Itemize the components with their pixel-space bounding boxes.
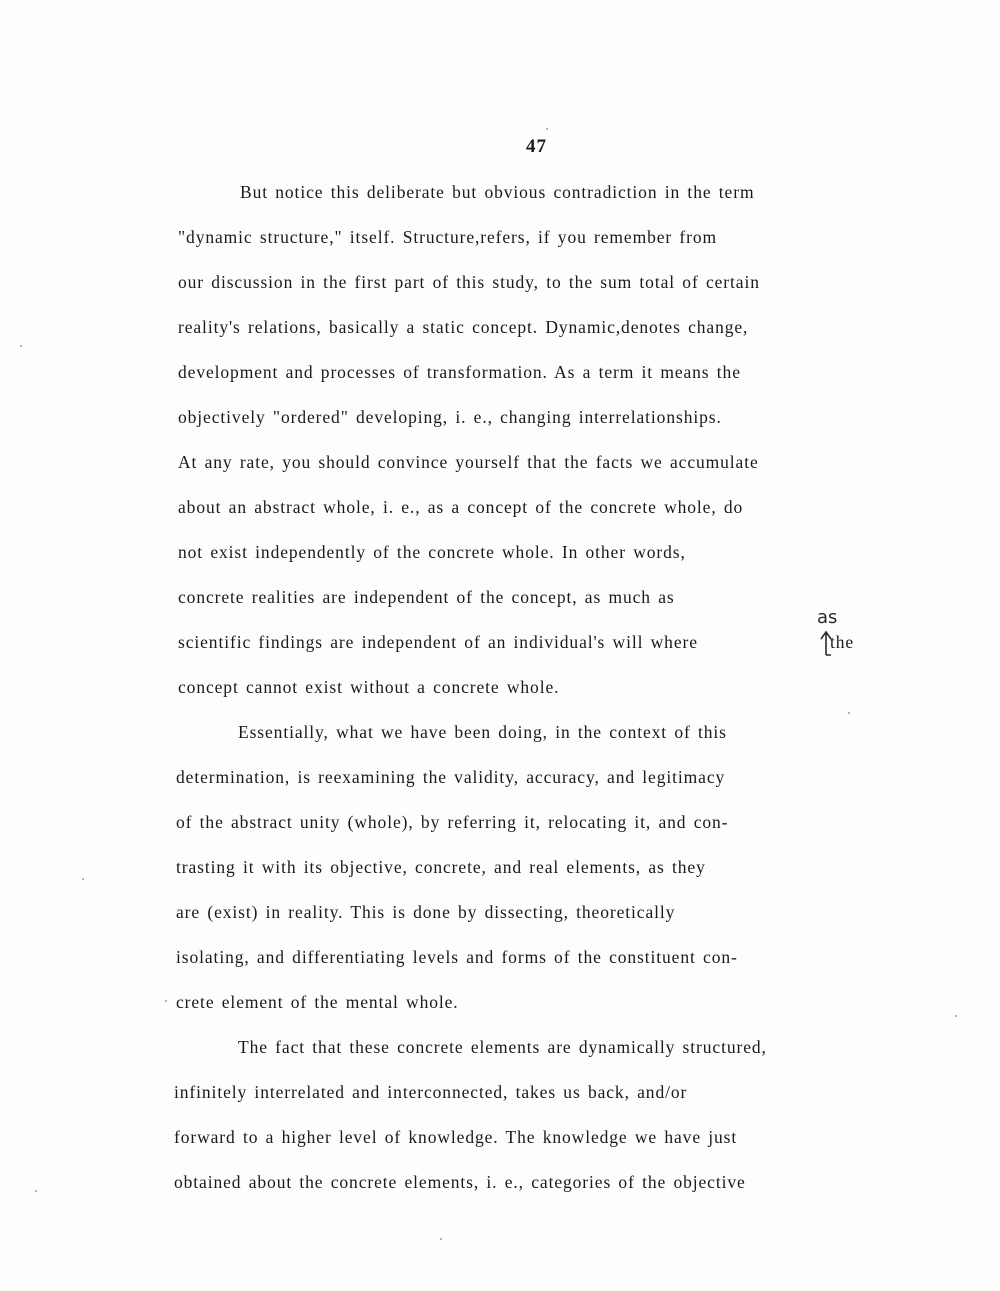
text-line: At any rate, you should convince yourself that the facts we accumulate [178, 452, 759, 472]
text-line: trasting it with its objective, concrete, and real elements, as they [176, 857, 706, 877]
text-line: forward to a higher level of knowledge. The knowledge we have just [174, 1127, 738, 1147]
text-line-continuation: the [830, 632, 855, 652]
text-line: But notice this deliberate but obvious contradiction in the term [240, 182, 755, 202]
text-line: of the abstract unity (whole), by referring it, relocating it, and con- [176, 812, 729, 832]
text-line: concrete realities are independent of the concept, as much as [178, 587, 675, 607]
text-line: are (exist) in reality. This is done by dissecting, theoretically [176, 902, 676, 922]
scan-speck [440, 1238, 442, 1240]
text-line: obtained about the concrete elements, i. e., categories of the objective [174, 1172, 746, 1192]
text-line: determination, is reexamining the validity, accuracy, and legitimacy [176, 767, 726, 787]
text-line: scientific findings are independent of an individual's will where [178, 632, 698, 652]
text-line: "dynamic structure," itself. Structure,refers, if you remember from [178, 227, 718, 247]
scan-speck [546, 128, 548, 130]
text-line: crete element of the mental whole. [176, 992, 459, 1012]
text-line: concept cannot exist without a concrete whole. [178, 677, 560, 697]
text-line: reality's relations, basically a static concept. Dynamic,denotes change, [178, 317, 749, 337]
scan-speck [165, 1000, 167, 1002]
text-line: The fact that these concrete elements are dynamically structured, [238, 1037, 767, 1057]
text-line: not exist independently of the concrete whole. In other words, [178, 542, 686, 562]
page-number: 47 [526, 136, 547, 157]
scan-speck [20, 345, 22, 347]
scan-speck [82, 878, 84, 880]
scan-speck [848, 712, 850, 714]
scan-speck [35, 1190, 37, 1192]
handwritten-insertion: as [817, 607, 838, 628]
text-line: our discussion in the first part of this study, to the sum total of certain [178, 272, 760, 292]
text-line: infinitely interrelated and interconnected, takes us back, and/or [174, 1082, 688, 1102]
text-line: objectively "ordered" developing, i. e., changing interrelationships. [178, 407, 722, 427]
text-line: development and processes of transformation. As a term it means the [178, 362, 741, 382]
text-line: isolating, and differentiating levels and forms of the constituent con- [176, 947, 738, 967]
text-line: Essentially, what we have been doing, in the context of this [238, 722, 727, 742]
text-line: about an abstract whole, i. e., as a concept of the concrete whole, do [178, 497, 744, 517]
scan-speck [955, 1015, 957, 1017]
